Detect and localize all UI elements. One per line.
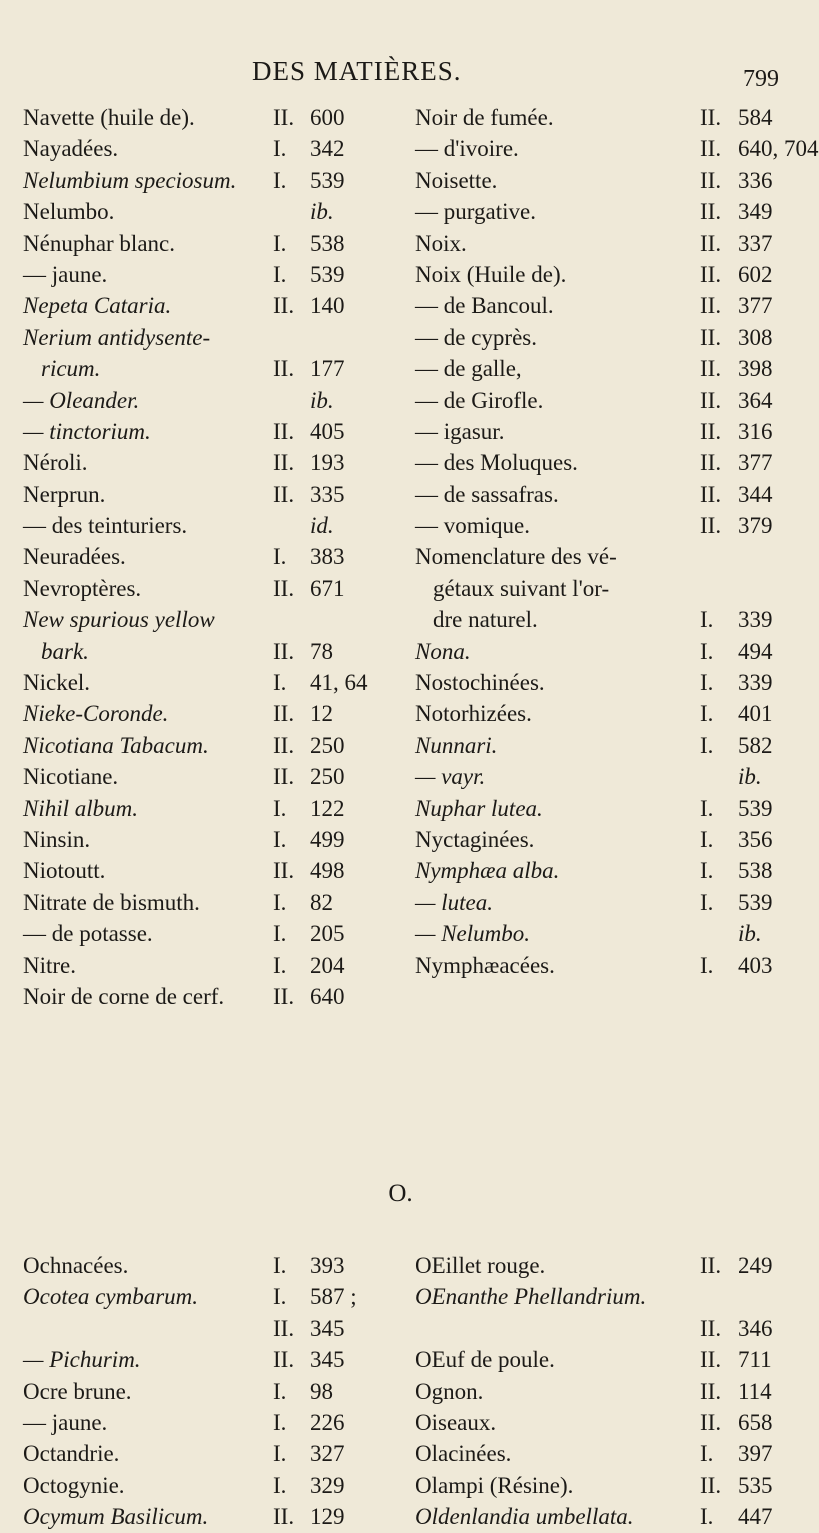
entry-page: 393 (310, 1253, 345, 1278)
entry-term: Nieke-Coronde. (23, 701, 169, 727)
entry-volume: II. (273, 356, 295, 382)
entry-volume: I. (700, 795, 714, 821)
entry-term: — de sassafras. (415, 481, 559, 507)
entry-page: 250 (310, 764, 345, 790)
index-entry (23, 1281, 379, 1312)
entry-page: 337 (738, 230, 773, 256)
entry-term: — de Girofle. (415, 387, 544, 413)
entry-term: Octandrie. (23, 1441, 120, 1467)
entry-volume: II. (700, 1472, 722, 1498)
entry-volume: I. (273, 1253, 287, 1278)
entry-term: — vayr. (415, 764, 486, 790)
entry-term: Neuradées. (23, 544, 126, 570)
index-entry (415, 573, 777, 604)
index-entry (415, 1250, 777, 1281)
index-entry (415, 510, 777, 541)
entry-page: 582 (738, 732, 773, 758)
entry-term: Navette (huile de). (23, 105, 195, 130)
entry-volume: I. (273, 261, 287, 287)
entry-volume: I. (273, 230, 287, 256)
entry-page: 193 (310, 450, 345, 476)
entry-volume: II. (273, 858, 295, 884)
entry-page: 329 (310, 1472, 345, 1498)
entry-page: 364 (738, 387, 773, 413)
index-entry (415, 1281, 777, 1312)
entry-volume: II. (700, 481, 722, 507)
entry-page: 538 (738, 858, 773, 884)
entry-volume: II. (700, 230, 722, 256)
entry-term: Nelumbium speciosum. (23, 167, 237, 193)
entry-volume: I. (273, 670, 287, 696)
index-entry (23, 604, 379, 635)
entry-volume: I. (273, 889, 287, 915)
entry-volume: I. (700, 732, 714, 758)
index-entry (23, 793, 379, 824)
entry-term: — jaune. (23, 1409, 108, 1435)
index-entry (415, 667, 777, 698)
entry-term: — Oleander. (23, 387, 140, 413)
entry-volume: II. (700, 167, 722, 193)
entry-volume: II. (273, 575, 295, 601)
entry-term: Ocymum Basilicum. (23, 1504, 209, 1530)
entry-volume: II. (700, 199, 722, 225)
entry-term: — de cyprès. (415, 324, 537, 350)
entry-volume: I. (273, 1409, 287, 1435)
index-entry (415, 259, 777, 290)
index-entry (23, 165, 379, 196)
entry-page: 335 (310, 481, 345, 507)
entry-volume: I. (273, 795, 287, 821)
entry-page: 78 (310, 638, 333, 664)
entry-term: Néroli. (23, 450, 88, 476)
entry-volume: I. (273, 167, 287, 193)
index-entry (23, 416, 379, 447)
entry-term: bark. (41, 638, 89, 664)
entry-volume: I. (273, 826, 287, 852)
entry-term: Nitre. (23, 952, 77, 978)
index-entry (415, 1438, 777, 1469)
entry-volume: I. (700, 826, 714, 852)
entry-volume: II. (700, 513, 722, 539)
index-entry (23, 1250, 379, 1281)
entry-page: 129 (310, 1504, 345, 1530)
page-number: 799 (743, 66, 779, 92)
entry-term: — igasur. (415, 418, 505, 444)
entry-term: Nickel. (23, 670, 91, 696)
entry-page: 377 (738, 450, 773, 476)
entry-page: 12 (310, 701, 333, 727)
index-entry (415, 353, 777, 384)
entry-page: 494 (738, 638, 773, 664)
entry-page: 377 (738, 293, 773, 319)
entry-volume: II. (700, 105, 722, 130)
index-entry (23, 950, 379, 981)
index-entry (23, 322, 379, 353)
entry-volume: I. (700, 889, 714, 915)
index-entry (23, 510, 379, 541)
index-entry (415, 102, 777, 133)
entry-volume: II. (700, 356, 722, 382)
entry-page: 379 (738, 513, 773, 539)
index-entry (415, 165, 777, 196)
entry-page: 336 (738, 167, 773, 193)
index-entry (23, 981, 379, 1012)
index-entry (23, 1313, 379, 1344)
entry-volume: I. (700, 701, 714, 727)
entry-page: 397 (738, 1441, 773, 1467)
entry-term: Oiseaux. (415, 1409, 497, 1435)
index-entry (23, 228, 379, 259)
entry-term: Octogynie. (23, 1472, 125, 1498)
entry-page: 327 (310, 1441, 345, 1467)
index-entry (23, 1438, 379, 1469)
index-entry (415, 541, 777, 572)
entry-term: Nerprun. (23, 481, 106, 507)
index-entry (23, 636, 379, 667)
entry-page: ib. (738, 764, 762, 790)
entry-page: id. (310, 513, 334, 539)
entry-volume: I. (273, 1472, 287, 1498)
entry-page: 403 (738, 952, 773, 978)
entry-term: — des Moluques. (415, 450, 578, 476)
index-entry (415, 604, 777, 635)
index-entry (415, 447, 777, 478)
entry-volume: II. (700, 1409, 722, 1435)
entry-volume: II. (700, 450, 722, 476)
entry-term: Ocotea cymbarum. (23, 1284, 199, 1310)
index-entry (415, 1376, 777, 1407)
entry-volume: I. (700, 670, 714, 696)
entry-volume: I. (700, 638, 714, 664)
entry-term: Nepeta Cataria. (23, 293, 172, 319)
index-entry (23, 918, 379, 949)
index-entry (415, 730, 777, 761)
index-entry (415, 133, 819, 164)
entry-volume: II. (273, 293, 295, 319)
entry-term: Nyctaginées. (415, 826, 535, 852)
entry-page: 356 (738, 826, 773, 852)
entry-term: Noix (Huile de). (415, 261, 567, 287)
entry-term: Nona. (415, 638, 471, 664)
entry-term: Nunnari. (415, 732, 498, 758)
entry-volume: II. (700, 136, 722, 162)
entry-page: 122 (310, 795, 345, 821)
entry-page: 499 (310, 826, 345, 852)
index-entry (415, 761, 777, 792)
entry-term: — des teinturiers. (23, 513, 188, 539)
index-entry (23, 102, 379, 133)
entry-term: OEillet rouge. (415, 1253, 546, 1278)
index-entry (415, 918, 777, 949)
entry-term: gétaux suivant l'or- (433, 575, 610, 601)
entry-term: Nuphar lutea. (415, 795, 543, 821)
entry-page: 539 (310, 261, 345, 287)
index-entry (415, 322, 777, 353)
index-entry (415, 1407, 777, 1438)
index-entry (23, 1407, 379, 1438)
index-entry (415, 1501, 777, 1532)
entry-volume: II. (273, 1504, 295, 1530)
entry-page: 711 (738, 1347, 772, 1373)
entry-page: 539 (310, 167, 345, 193)
entry-page: 658 (738, 1409, 773, 1435)
entry-term: — vomique. (415, 513, 530, 539)
index-entry (23, 730, 379, 761)
entry-term: Nicotiana Tabacum. (23, 732, 209, 758)
entry-term: Notorhizées. (415, 701, 532, 727)
entry-page: 587 ; (310, 1284, 357, 1310)
index-entry (23, 259, 379, 290)
entry-page: 250 (310, 732, 345, 758)
entry-page: 114 (738, 1378, 772, 1404)
entry-volume: I. (700, 858, 714, 884)
entry-page: 339 (738, 607, 773, 633)
index-entry (23, 667, 379, 698)
entry-page: 383 (310, 544, 345, 570)
entry-page: 249 (738, 1253, 773, 1278)
entry-page: 584 (738, 105, 773, 130)
index-entry (415, 1470, 777, 1501)
entry-volume: II. (273, 764, 295, 790)
index-column-2 (415, 102, 819, 981)
entry-page: 339 (738, 670, 773, 696)
index-entry (23, 1470, 379, 1501)
entry-volume: II. (273, 701, 295, 727)
index-entry (415, 416, 777, 447)
index-entry (23, 1501, 379, 1532)
entry-page: 602 (738, 261, 773, 287)
index-entry (415, 385, 777, 416)
entry-volume: II. (273, 1347, 295, 1373)
entry-term: Nymphæacées. (415, 952, 555, 978)
entry-volume: II. (273, 1315, 295, 1341)
index-entry (415, 636, 777, 667)
index-entry (415, 228, 777, 259)
entry-term: Nicotiane. (23, 764, 119, 790)
entry-page: 41, 64 (310, 670, 368, 696)
entry-term: — jaune. (23, 261, 108, 287)
entry-volume: I. (273, 1441, 287, 1467)
entry-term: Nihil album. (23, 795, 139, 821)
entry-term: Nayadées. (23, 136, 119, 162)
entry-volume: II. (700, 418, 722, 444)
index-entry (23, 353, 379, 384)
entry-page: 316 (738, 418, 773, 444)
entry-volume: II. (273, 732, 295, 758)
entry-term: Nénuphar blanc. (23, 230, 175, 256)
index-entry (23, 133, 379, 164)
entry-volume: II. (700, 293, 722, 319)
index-entry (415, 824, 777, 855)
index-entry (23, 196, 379, 227)
entry-page: 345 (310, 1315, 345, 1341)
entry-volume: II. (273, 450, 295, 476)
entry-term: — purgative. (415, 199, 536, 225)
entry-volume: I. (700, 1504, 714, 1530)
index-entry (415, 1344, 777, 1375)
entry-volume: II. (700, 387, 722, 413)
entry-page: 640, 704 (738, 136, 819, 162)
index-entry (415, 196, 777, 227)
entry-term: Noir de corne de cerf. (23, 983, 225, 1009)
entry-page: 98 (310, 1378, 333, 1404)
index-entry (415, 290, 777, 321)
entry-volume: II. (700, 1378, 722, 1404)
entry-term: New spurious yellow (23, 607, 215, 633)
entry-page: 405 (310, 418, 345, 444)
entry-volume: II. (273, 418, 295, 444)
section-letter: O. (388, 1180, 413, 1207)
entry-page: 671 (310, 575, 345, 601)
entry-volume: I. (273, 952, 287, 978)
index-entry (23, 1344, 379, 1375)
entry-volume: I. (700, 1441, 714, 1467)
entry-page: 346 (738, 1315, 773, 1341)
index-entry (415, 1313, 777, 1344)
entry-page: 226 (310, 1409, 345, 1435)
entry-volume: I. (273, 1284, 287, 1310)
entry-term: Ognon. (415, 1378, 484, 1404)
entry-volume: II. (700, 1253, 722, 1278)
entry-page: 447 (738, 1504, 773, 1530)
entry-page: 82 (310, 889, 333, 915)
entry-term: Nerium antidysente- (23, 324, 211, 350)
entry-term: OEnanthe Phellandrium. (415, 1284, 647, 1310)
entry-page: 177 (310, 356, 345, 382)
entry-term: Ninsin. (23, 826, 91, 852)
entry-page: ib. (738, 921, 762, 947)
index-column-1 (23, 102, 379, 1012)
entry-volume: II. (700, 324, 722, 350)
index-entry (415, 887, 777, 918)
entry-page: 342 (310, 136, 345, 162)
index-entry (415, 950, 777, 981)
entry-volume: I. (273, 921, 287, 947)
entry-term: — de potasse. (23, 921, 153, 947)
index-entry (23, 761, 379, 792)
entry-page: ib. (310, 387, 334, 413)
entry-volume: I. (700, 952, 714, 978)
index-entry (23, 479, 379, 510)
entry-term: Nomenclature des vé- (415, 544, 617, 570)
entry-term: OEuf de poule. (415, 1347, 555, 1373)
entry-volume: I. (700, 607, 714, 633)
entry-term: Oldenlandia umbellata. (415, 1504, 634, 1530)
entry-term: — d'ivoire. (415, 136, 519, 162)
index-entry (415, 698, 777, 729)
entry-page: 535 (738, 1472, 773, 1498)
entry-term: Ochnacées. (23, 1253, 129, 1278)
entry-page: 640 (310, 983, 345, 1009)
entry-volume: II. (273, 105, 295, 130)
entry-page: 344 (738, 481, 773, 507)
entry-page: 539 (738, 889, 773, 915)
entry-page: ib. (310, 199, 334, 225)
entry-volume: I. (273, 544, 287, 570)
entry-term: Nitrate de bismuth. (23, 889, 200, 915)
index-entry (415, 479, 777, 510)
entry-term: Noisette. (415, 167, 498, 193)
running-title: DES MATIÈRES. (252, 56, 462, 86)
entry-page: 140 (310, 293, 345, 319)
entry-page: 398 (738, 356, 773, 382)
index-entry (23, 385, 379, 416)
entry-volume: I. (273, 136, 287, 162)
entry-page: 539 (738, 795, 773, 821)
entry-term: Nelumbo. (23, 199, 115, 225)
entry-page: 204 (310, 952, 345, 978)
entry-volume: II. (700, 1347, 722, 1373)
entry-page: 345 (310, 1347, 345, 1373)
entry-term: Nostochinées. (415, 670, 545, 696)
index-entry (23, 541, 379, 572)
entry-page: 205 (310, 921, 345, 947)
entry-volume: II. (273, 638, 295, 664)
page-header (0, 56, 801, 96)
index-entry (415, 793, 777, 824)
index-entry (23, 887, 379, 918)
index-entry (23, 698, 379, 729)
entry-term: Nymphæa alba. (415, 858, 560, 884)
entry-term: — de Bancoul. (415, 293, 554, 319)
index-column-3 (23, 1250, 379, 1533)
index-entry (23, 1376, 379, 1407)
entry-page: 538 (310, 230, 345, 256)
entry-term: Olampi (Résine). (415, 1472, 574, 1498)
entry-term: Olacinées. (415, 1441, 512, 1467)
index-entry (23, 855, 379, 886)
entry-term: — tinctorium. (23, 418, 151, 444)
index-entry (23, 824, 379, 855)
entry-volume: II. (273, 481, 295, 507)
entry-page: 308 (738, 324, 773, 350)
entry-page: 401 (738, 701, 773, 727)
entry-term: Nevroptères. (23, 575, 142, 601)
entry-term: — lutea. (415, 889, 493, 915)
entry-term: dre naturel. (433, 607, 538, 633)
entry-term: — de galle, (415, 356, 522, 382)
index-entry (23, 447, 379, 478)
entry-term: — Nelumbo. (415, 921, 530, 947)
entry-volume: II. (700, 1315, 722, 1341)
entry-volume: I. (273, 1378, 287, 1404)
entry-term: Noix. (415, 230, 467, 256)
entry-term: Niotoutt. (23, 858, 106, 884)
index-entry (23, 290, 379, 321)
entry-volume: II. (273, 983, 295, 1009)
entry-volume: II. (700, 261, 722, 287)
entry-page: 600 (310, 105, 345, 130)
index-entry (23, 573, 379, 604)
entry-page: 349 (738, 199, 773, 225)
entry-term: ricum. (41, 356, 101, 382)
entry-term: Ocre brune. (23, 1378, 132, 1404)
entry-page: 498 (310, 858, 345, 884)
entry-term: — Pichurim. (23, 1347, 141, 1373)
entry-term: Noir de fumée. (415, 105, 554, 130)
index-entry (415, 855, 777, 886)
index-column-4 (415, 1250, 777, 1533)
